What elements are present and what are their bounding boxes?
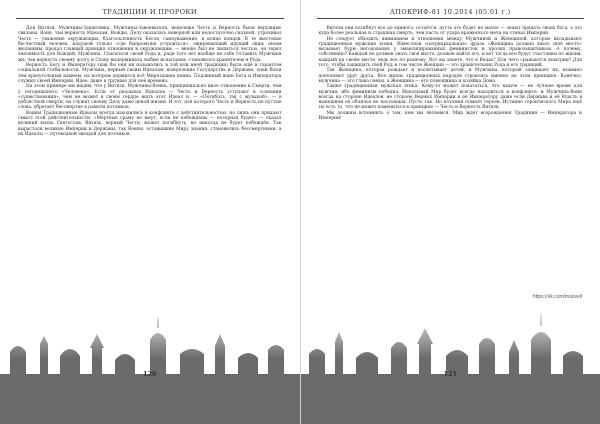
source-url-link[interactable]: https://vk.com/maxvell [532,294,582,300]
left-paragraph: На этом примере мы видим, что у Витязя, Мужчины-Воина, принципиально иное отношение к Смерти, чем у сегодняшнего «Человека». Если от реальных Идеалов — Честь и Верность уступают в сознании «существования», чем не может в своём сердце жить этот Идеал и, — «Погибать, так с музыкой», — в доблестной смерти, он служит своему Делу даже ценой жизни. И тот, для которого Честь и Верность не пустые слова, обретает бессмертие в памяти потомков. [18,84,282,111]
left-paragraph: Воины Традиционные Идеалы всегда находились в конфликте с действительностью, но лишь они придают смысл этой действительности. «Мёртвые сраму не имут, если не побеждены — позорная будет» — сказал великий князь Святослав. Витязь, верный Чести, может погибнуть, но никогда не будет побеждён. Так вырастали великие Империи и Державы, так Воины, оставившие Миру знания, становились бессмертными, а их Идеалы — путеводной звездой для потомков. [18,110,282,137]
right-header-rule [317,18,585,19]
left-page-header: ТРАДИЦИИ И ПРОРОКИ [102,8,197,16]
left-page-body [18,26,282,137]
right-page-number: 121 [443,370,458,378]
city-skyline-illustration [301,304,600,424]
right-page-body [319,26,583,121]
left-page-number: 120 [142,370,157,378]
right-page-header: АПОКРИФ-81 10.2014 (05.01 г.) [389,8,511,16]
right-paragraph: Не следует обходить вниманием и отношения между Мужчиной и Женщиной, которые вкладывают традиционные мужские этики. Известная «патриархальная» фраза «Женщина должна знать своё место» вызывает бурю негодования у эмансипированных феминисток и прочих правозащитников. А почему, собственно? Каждый не должен знать своё место, должен найти его, и вот тогда все будут счастливы по жизни, каждый на своём месте, ведь все по-разному. Вот вы знаете, что в Ведах? Для чего сражаются кшатрии? Для того, чтобы защищать свой Род, в том числе Женщин — это хранительниц Рода и его традиций. [318,36,582,69]
left-header-rule [16,18,284,19]
left-paragraph: Верность Богу и Императору (как бы они ни назывались в той или иной традиции) была ещё и гарантом социальной стабильности. Мужчина, верный своим Идеалам, вожделение Государства и Державе, одни были тем краеугольным камнем, на котором держится всё Мироздание воина. Подлинный воин Бога и Императора служил своей Империи, Идее, даже в трудные для неё времена. [18,63,282,84]
city-skyline-illustration [0,304,300,424]
right-paragraph: Витязи они погибнут все до единого: остаётся, пусть это будет не малое — знают предать своих бога, а это куда более реальная и страшная смерть, чем пасть от удара вражеского меча на стенах Империи. [318,26,582,37]
left-paragraph: Для Витязя, Мужчины-Защитника, Мужчины-Завоевателя, недележе Честь и Верность были нерушимо связаны. Воин, чьи верность Идеалам, Вождю, Делу оказалась неверной или недостаточно сильной, утрачивал Честь — уважение окружающих, благосклонность Богов, самоуважение, в конце концов. В те жестокие бесчестный человек, надушой только «где быпромуше устроиться», ожиревающий идущий лишь своим желаниям, предал главный принцип отношения к окружающим, — внеше был не лишаться честью, он терял значимость для Вождей, Мужчина, Спасителя своей Рода и, ради того нет вообще не себе Оставить Мужчина же, чья верность своему долгу и Слову выдерживала любые испытания, становился хранителем и Рода. [18,26,282,63]
right-paragraph: Также традиционная мужская этика. Кому-то может показаться, что нынче — не лучшее время для мужчин, ибо феминизм победил. Идеальный Мир будет всегда находиться в конфликте, и Мужчина-Воин всегда на стороне Идеалов, не стороне Верных Империи и её Императору даже если Держава и её Власть в нынешнем её обличье не настоящая. Пусть так. Но потомки помнят героев. Истинно героического Мира ещё ты есть то, что не может измениться в принципе — Честь и Верность Витязя. [318,84,582,111]
right-paragraph: Так Женщина, которая рождает и воспитывает детей, и Мужчина, который защищает их, взаимно дополняют друг друга. Вся жизнь традиционных народов строилась именно на этом принципе. Конечно, мужчина — это глава семьи, а Женщина — его помощница и хозяйка Дома. [318,68,582,84]
right-page [301,0,600,424]
right-paragraph: Мы должны вспомнить о том, кем мы являемся. Мир ждёт возрождения Традиции — Императора и Империи! [318,110,582,122]
